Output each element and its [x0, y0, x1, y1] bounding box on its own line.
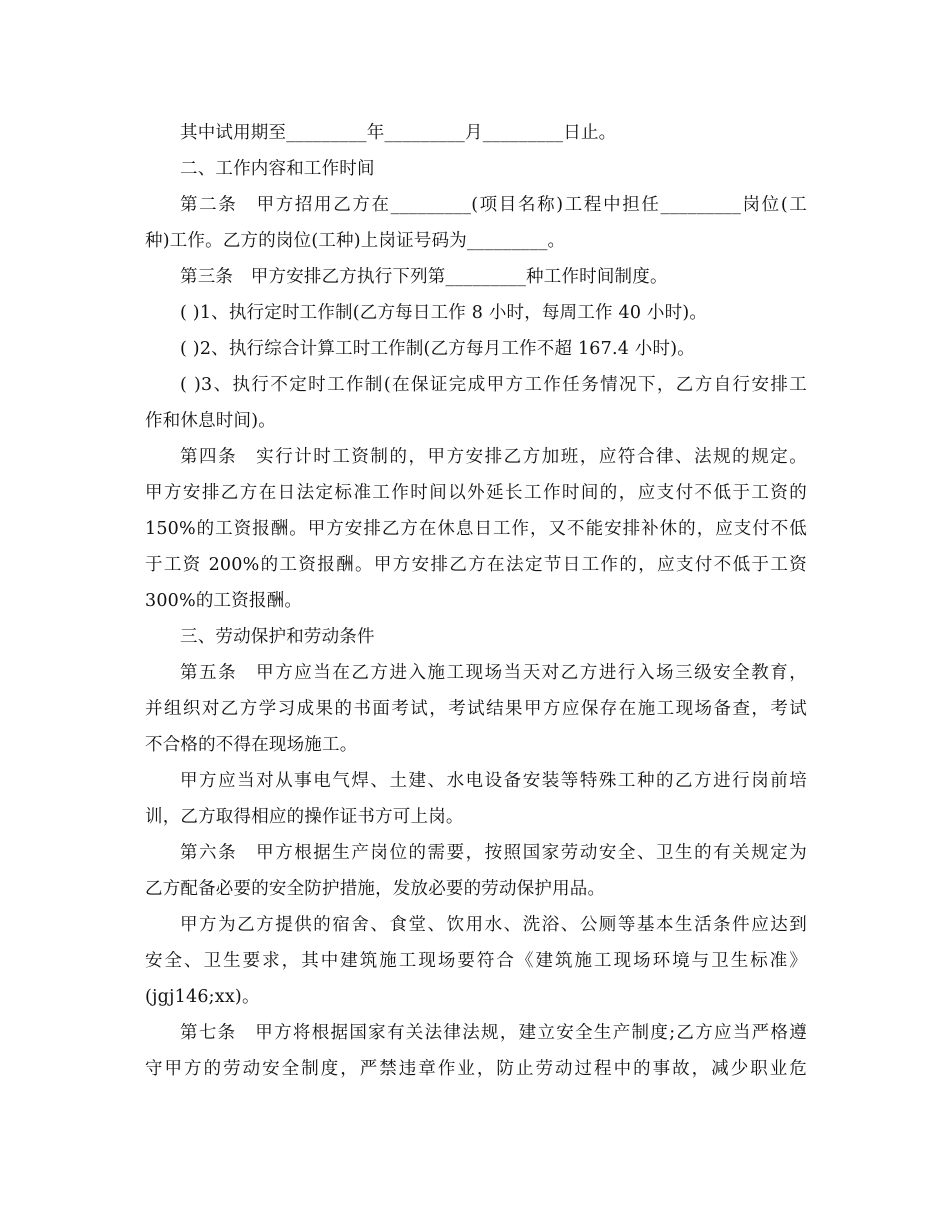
paragraph-line: 乙方配备必要的安全防护措施，发放必要的劳动保护用品。	[145, 879, 606, 899]
paragraph-line: 种)工作。乙方的岗位(工种)上岗证号码为_________。	[145, 231, 566, 251]
option-line: ( )2、执行综合计算工时工作制(乙方每月工作不超 167.4 小时)。	[180, 339, 695, 359]
paragraph-line: 安全、卫生要求，其中建筑施工现场要符合《建筑施工现场环境与卫生标准》	[145, 951, 807, 971]
paragraph-line: 训，乙方取得相应的操作证书方可上岗。	[145, 807, 464, 827]
paragraph-line: 150%的工资报酬。甲方安排乙方在休息日工作，又不能安排补休的，应支付不低	[145, 519, 807, 539]
paragraph-line: 其中试用期至_________年_________月_________日止。	[180, 123, 617, 143]
paragraph-line: 第六条 甲方根据生产岗位的需要，按照国家劳动安全、卫生的有关规定为	[180, 843, 807, 863]
paragraph-line: 守甲方的劳动安全制度，严禁违章作业，防止劳动过程中的事故，减少职业危	[145, 1059, 807, 1079]
document-page	[145, 115, 807, 1087]
paragraph-line: 作和休息时间)。	[145, 411, 276, 431]
paragraph-line: 第四条 实行计时工资制的，甲方安排乙方加班，应符合律、法规的规定。	[180, 447, 807, 467]
paragraph-line: 甲方安排乙方在日法定标准工作时间以外延长工作时间的，应支付不低于工资的	[145, 483, 807, 503]
paragraph-line: 甲方为乙方提供的宿舍、食堂、饮用水、洗浴、公厕等基本生活条件应达到	[180, 915, 807, 935]
paragraph-line: 第三条 甲方安排乙方执行下列第_________种工作时间制度。	[180, 267, 668, 287]
section-heading: 三、劳动保护和劳动条件	[180, 627, 375, 647]
paragraph-line: 甲方应当对从事电气焊、土建、水电设备安装等特殊工种的乙方进行岗前培	[180, 771, 807, 791]
paragraph-line: 于工资 200%的工资报酬。甲方安排乙方在法定节日工作的，应支付不低于工资	[145, 555, 807, 575]
paragraph-line: (jgj146;xx)。	[145, 987, 260, 1007]
paragraph-line: 并组织对乙方学习成果的书面考试，考试结果甲方应保存在施工现场备查，考试	[145, 699, 807, 719]
paragraph-line: 不合格的不得在现场施工。	[145, 735, 358, 755]
paragraph-line: 300%的工资报酬。	[145, 591, 303, 611]
paragraph-line: 第二条 甲方招用乙方在_________(项目名称)工程中担任_________岗位(工	[180, 195, 807, 215]
section-heading: 二、工作内容和工作时间	[180, 159, 375, 179]
paragraph-line: 第五条 甲方应当在乙方进入施工现场当天对乙方进行入场三级安全教育，	[180, 663, 807, 683]
option-line: ( )3、执行不定时工作制(在保证完成甲方工作任务情况下，乙方自行安排工	[180, 375, 807, 395]
paragraph-line: 第七条 甲方将根据国家有关法律法规，建立安全生产制度;乙方应当严格遵	[180, 1023, 807, 1043]
option-line: ( )1、执行定时工作制(乙方每日工作 8 小时，每周工作 40 小时)。	[180, 303, 708, 323]
